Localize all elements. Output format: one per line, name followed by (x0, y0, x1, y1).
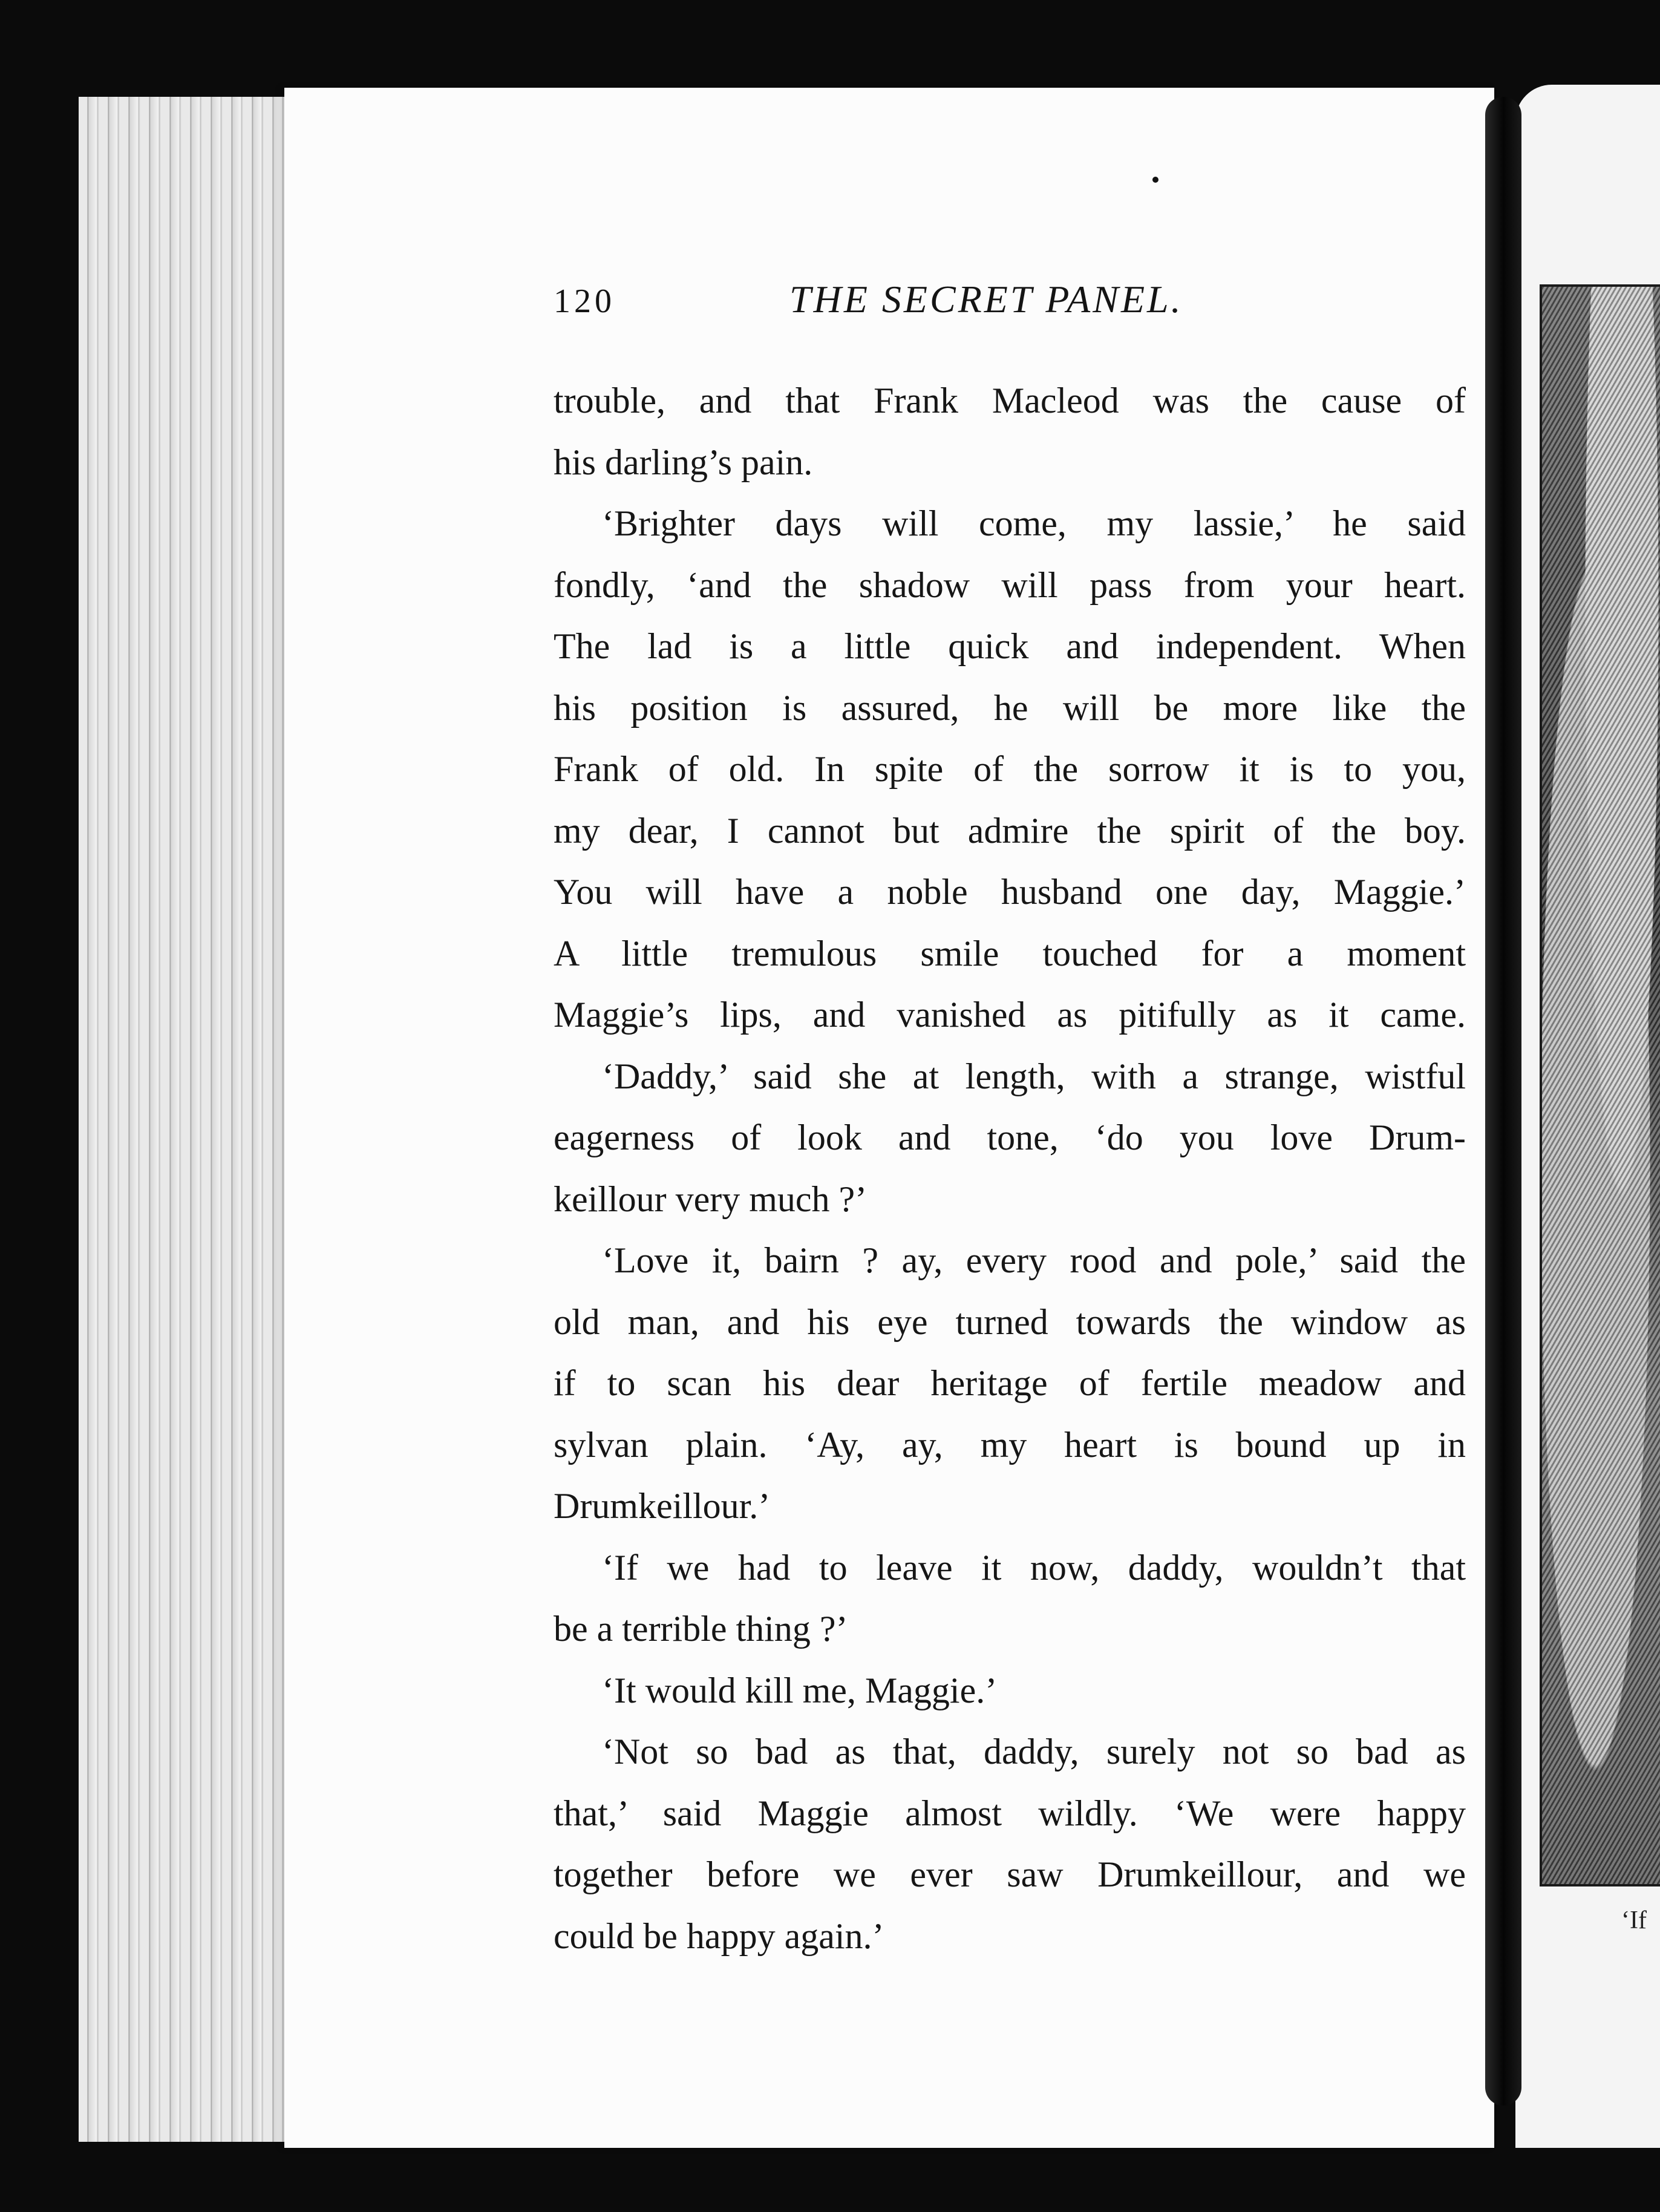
text-line: be a terrible thing ?’ (554, 1609, 848, 1649)
speck-mark (1152, 177, 1158, 183)
text-line: trouble, and that Frank Macleod was the cause of (554, 381, 1466, 420)
text-line: his darling’s pain. (554, 442, 813, 482)
body-text (554, 370, 1466, 1967)
text-line: keillour very much ?’ (554, 1179, 868, 1219)
text-line: ‘Not so bad as that, daddy, surely not so bad as (602, 1732, 1466, 1772)
text-line: You will have a noble husband one day, Maggie.’ (554, 872, 1466, 912)
text-line: sylvan plain. ‘Ay, ay, my heart is bound up in (554, 1424, 1466, 1465)
text-line: fondly, ‘and the shadow will pass from your heart. (554, 564, 1466, 605)
text-line: Maggie’s lips, and vanished as pitifully as it came. (554, 995, 1466, 1035)
page-number: 120 (554, 283, 615, 320)
running-head (554, 277, 1249, 326)
page-edges (79, 97, 298, 2142)
running-title: THE SECRET PANEL. (789, 278, 1183, 321)
text-line: The lad is a little quick and independent. When (554, 626, 1466, 666)
text-line: ‘Love it, bairn ? ay, every rood and pole,’ said the (602, 1240, 1466, 1280)
text-line: old man, and his eye turned towards the window as (554, 1301, 1466, 1342)
text-line: Frank of old. In spite of the sorrow it is to you, (554, 749, 1466, 789)
text-line: ‘It would kill me, Maggie.’ (602, 1670, 998, 1710)
text-line: ‘Brighter days will come, my lassie,’ he said (602, 503, 1466, 543)
text-line: eagerness of look and tone, ‘do you love Drum- (554, 1117, 1466, 1157)
text-line: that,’ said Maggie almost wildly. ‘We were happy (554, 1793, 1466, 1833)
text-line: A little tremulous smile touched for a moment (554, 933, 1466, 973)
text-line: ‘Daddy,’ said she at length, with a strange, wistful (602, 1056, 1466, 1096)
text-line: Drumkeillour.’ (554, 1486, 771, 1526)
text-line: ‘If we had to leave it now, daddy, wouldn’t that (602, 1547, 1466, 1588)
book-gutter (1485, 97, 1521, 2106)
text-line: his position is assured, he will be more like the (554, 687, 1466, 728)
text-line: could be happy again.’ (554, 1916, 884, 1956)
text-line: if to scan his dear heritage of fertile meadow and (554, 1363, 1466, 1403)
plate-caption: ‘If (1621, 1906, 1647, 1934)
text-line: together before we ever saw Drumkeillour, and we (554, 1854, 1466, 1894)
text-line: my dear, I cannot but admire the spirit of the boy. (554, 810, 1466, 851)
illustration-plate (1540, 284, 1660, 1886)
